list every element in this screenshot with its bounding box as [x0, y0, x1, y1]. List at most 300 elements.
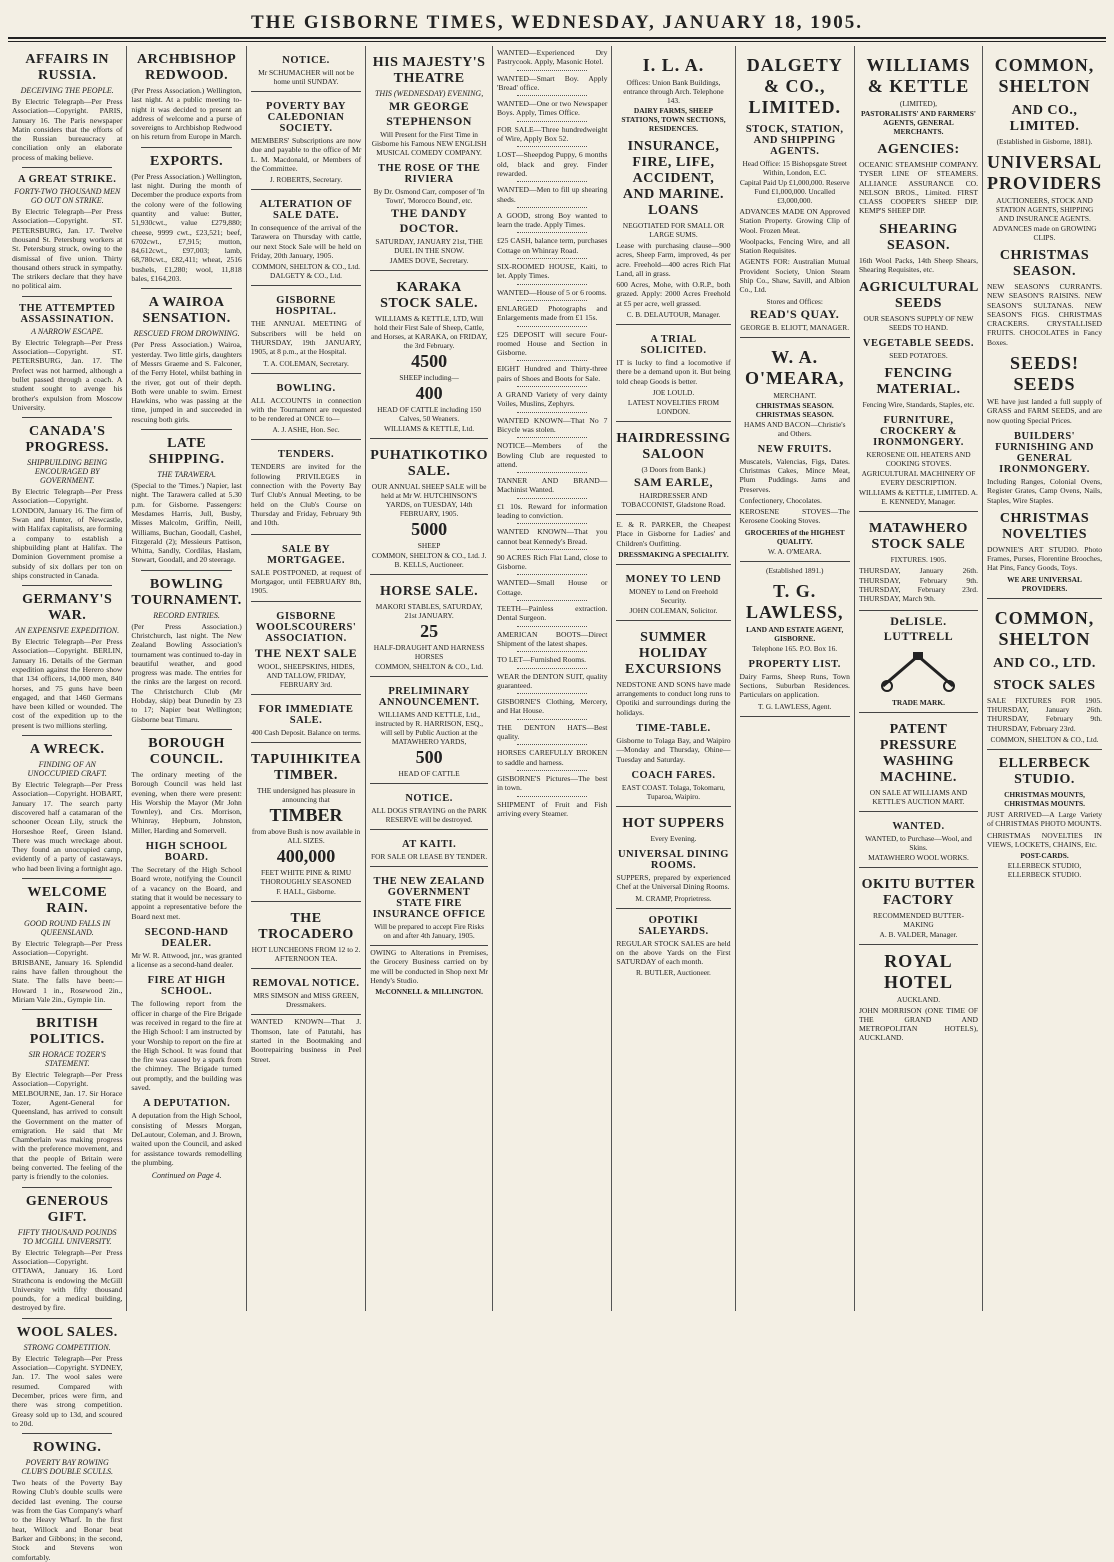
ad-text: Fencing Wire, Standards, Staples, etc.	[862, 400, 975, 410]
ad-heading: A TRIAL SOLICITED.	[640, 334, 707, 357]
classified-ad: WANTED—House of 5 or 6 rooms.	[496, 287, 607, 297]
ad-heading: BOWLING.	[276, 382, 336, 394]
ad-heading: WILLIAMS & KETTLE	[866, 55, 971, 96]
ad-heading: FENCING MATERIAL.	[876, 366, 961, 398]
divider	[517, 651, 587, 652]
advert	[616, 565, 730, 621]
trade-mark-emblem	[859, 648, 978, 694]
advert	[616, 807, 730, 909]
divider	[517, 600, 587, 601]
ad-heading: POVERTY BAY CALEDONIAN SOCIETY.	[266, 101, 346, 134]
advert	[370, 271, 488, 439]
divider	[517, 386, 587, 387]
divider	[517, 121, 587, 122]
ad-text: MEMBERS' Subscriptions are now due and payable to the office of Mr L. M. Macdonald, or Members of the Committee.	[250, 136, 362, 173]
subhead: FIFTY THOUSAND POUNDS TO MCGILL UNIVERSITY.	[17, 1227, 117, 1246]
ad-signature: JAMES DOVE, Secretary.	[389, 256, 469, 265]
classified-ad: ENLARGED Photographs and Enlargements made from £1 15s.	[496, 303, 608, 323]
ad-heading: PRELIMINARY ANNOUNCEMENT.	[378, 686, 480, 708]
advert	[370, 677, 488, 784]
ad-text: NEDSTONE AND SONS have made arrangements to conduct long runs to Opotiki and surroundings during the holidays.	[616, 679, 731, 717]
ad-text: SALE FIXTURES FOR 1905. THURSDAY, January 26th. THURSDAY, February 9th. THURSDAY, February 23rd.	[987, 695, 1103, 733]
ad-display-line: MR GEORGE STEPHENSON	[386, 99, 472, 128]
ad-heading: HIS MAJESTY'S THEATRE	[372, 55, 486, 86]
ad-text: Gisborne to Tolaga Bay, and Waipiro—Monday and Thursday, Ohine—Tuesday and Saturday.	[616, 736, 731, 764]
ad-signature: R. BUTLER, Auctioneer.	[635, 968, 711, 978]
divider	[141, 429, 231, 430]
ad-heading: INSURANCE, FIRE, LIFE, ACCIDENT, AND MARINE. LOANS	[622, 139, 725, 218]
divider	[22, 585, 112, 586]
divider	[141, 729, 231, 730]
ad-text: SHEEP including—	[399, 373, 459, 382]
advert	[616, 515, 730, 565]
ad-subhead: THE ROSE OF THE RIVIERA	[377, 163, 481, 185]
advert	[370, 867, 488, 946]
ad-heading: W. A. O'MEARA,	[744, 346, 845, 388]
ad-text: THE ANNUAL MEETING of Subscribers will be held on THURSDAY, 19th JANUARY, 1905, at 8 p.m., at the Hospital.	[250, 319, 362, 357]
divider	[517, 437, 587, 438]
headline: LATE SHIPPING.	[148, 436, 225, 468]
ad-text: OCEANIC STEAMSHIP COMPANY. TYSER LINE OF STEAMERS. ALLIANCE ASSURANCE CO. NELSON BROS., Limited. FIRST CLASS COOPER'S SHEEP DIP. KEMP'S SHEEP DIP.	[858, 160, 979, 216]
column-4	[366, 46, 493, 1311]
ad-heading: KARAKA STOCK SALE.	[380, 280, 479, 311]
advert	[251, 374, 361, 441]
ad-text: CHRISTMAS SEASON. CHRISTMAS SEASON.	[755, 400, 834, 419]
column-3	[247, 46, 366, 1311]
ad-text: KEROSENE OIL HEATERS AND COOKING STOVES.	[866, 450, 971, 469]
article-text: A deputation from the High School, consisting of Messrs Morgan, DeLautour, Coleman, and J. Brown, waited upon the Council, and asked for assistance towards remodelling the plumbing.	[131, 1111, 242, 1167]
ad-text: LATEST NOVELTIES FROM LONDON.	[627, 397, 720, 416]
advert	[740, 46, 850, 338]
ad-text: JOHN MORRISON (ONE TIME OF THE GRAND AND METROPOLITAN HOTELS), AUCKLAND.	[858, 1005, 979, 1043]
divider	[517, 181, 587, 182]
subhead: THE TARAWERA.	[157, 470, 216, 480]
ad-subhead: (LIMITED),	[899, 99, 938, 108]
ad-signature: COMMON, SHELTON & CO., Ltd.	[375, 662, 484, 671]
ad-subhead: FURNITURE, CROCKERY & IRONMONGERY.	[873, 415, 964, 449]
ad-heading: MONEY TO LEND	[625, 573, 722, 585]
advert	[370, 830, 488, 867]
ad-text: LAND AND ESTATE AGENT, GISBORNE.	[746, 624, 844, 643]
subhead: A NARROW ESCAPE.	[31, 326, 104, 336]
column-9	[983, 46, 1106, 1311]
ad-text: CHRISTMAS NOVELTIES IN VIEWS, LOCKETS, CHAINS, Etc.	[987, 830, 1103, 849]
advert	[859, 713, 978, 812]
ad-text: HOT LUNCHEONS FROM 12 to 2. AFTERNOON TEA.	[251, 945, 361, 964]
advert	[740, 338, 850, 562]
article-text: (Per Press Association.) Wellington, last night. During the month of December the produce exports from the colony were of the following quantity and value: Butter, 51,930cwt., value £279,880; cheese, 9999 cwt., £23,521; beef, 6702cwt., £7,915; mutton, 84,612cwt., £97,003; lamb, 68,780cwt., £82,411; wheat, 2516 bushels, £1,280; wool, 11,818 bales, £164,203.	[131, 171, 242, 284]
headline: AFFAIRS IN RUSSIA.	[25, 52, 110, 83]
advert	[370, 575, 488, 677]
ad-heading: T. G. LAWLESS,	[745, 580, 844, 622]
article-text: By Electric Telegraph—Per Press Association—Copyright. PARIS, January 16. The Paris newspaper Matin considers that the efforts of the Russian bureaucracy at conciliation only an elaborate process of making believe.	[12, 97, 123, 162]
ad-text: ADVANCES made on GROWING CLIPS.	[992, 224, 1097, 242]
ad-subhead: TIME-TABLE.	[636, 723, 711, 735]
ad-display-line: 4500	[411, 351, 448, 371]
classified-ad: FOR SALE—Three hundredweight of Wire, Apply Box 52.	[496, 124, 608, 144]
advert	[616, 621, 730, 807]
advert	[251, 602, 361, 695]
article-text: By Electric Telegraph—Per Press Association—Copyright. ST. PETERSBURG, Jan. 17. The Prefect was not harmed, although a bullet passed through a coach. A student sought to avenge his brother's expulsion from Moscow University.	[12, 337, 123, 412]
classified-ad: WANTED—One or two Newspaper Boys. Apply, Times Office.	[496, 99, 608, 118]
ad-text: THE undersigned has pleasure in announcing that	[256, 786, 356, 805]
ad-text: 600 Acres, Mohe, with O.R.P., both grazed. Apply: 2000 Acres Freehold at £5 per acre, well grassed.	[616, 280, 731, 308]
subhead: SHIPBUILDING BEING ENCOURAGED BY GOVERNMENT.	[27, 458, 108, 486]
ad-text: Muscatels, Valencias, Figs, Dates. Christmas Cakes, Mince Meat, Plum Puddings. Jams and Preserves.	[739, 456, 850, 494]
classified-ad: GISBORNE'S Clothing, Mercery, and Hat House.	[496, 697, 608, 716]
ad-text: Lease with purchasing clause—900 acres, Sheep Farm, improved, 4s per acre. Freehold—400 acres Rich Flat Land, all in grass.	[616, 241, 731, 278]
ad-heading: NOTICE.	[282, 55, 330, 66]
divider	[141, 147, 231, 148]
ad-display-line: THE NEXT SALE	[254, 646, 358, 661]
ad-heading: ELLERBECK STUDIO.	[998, 755, 1091, 787]
ad-text: AUCTIONEERS, STOCK AND STATION AGENTS, SHIPPING AND INSURANCE AGENTS.	[995, 196, 1094, 223]
column-6	[612, 46, 735, 1311]
ad-text: Capital Paid Up £1,000,000. Reserve Fund £1,000,000. Uncalled £3,000,000.	[739, 178, 850, 205]
ad-heading: DALGETY & CO., LIMITED.	[746, 55, 843, 117]
divider	[517, 95, 587, 96]
ad-subhead: (Established 1891.)	[765, 565, 824, 575]
divider	[517, 207, 587, 208]
classified-ad: THE DENTON HATS—Best quality.	[496, 722, 608, 742]
headline: BOROUGH COUNCIL.	[148, 735, 225, 767]
article-text: By Electric Telegraph—Per Press Association—Copyright. SYDNEY, Jan. 17. The wool sales were resumed. Compared with December, prices were firm, and there was strong competition. Greasy sold up to 13d, and scoured to 20d.	[12, 1353, 123, 1428]
divider	[22, 1009, 112, 1010]
ad-text: WANTED KNOWN—That J. Thomson, late of Patutahi, has started in the Bootmaking and Bootrepairing business in Peel Street.	[250, 1017, 362, 1064]
classified-ad: NOTICE—Members of the Bowling Club are requested to attend.	[496, 441, 608, 469]
ad-signature: F. HALL, Gisborne.	[276, 887, 336, 897]
ad-signature: WILLIAMS & KETTLE, Ltd.	[384, 424, 475, 433]
article-text: (Per Press Association.) Wairoa, yesterday. Two little girls, daughters of Messrs Graeme and S. Falconer, of the Ferry Hotel, whilst bathing in the river, got out of their depth. Both were unable to swim. Ernest Hawkins, who was passing at the time, jumped in and succeeded in rescuing both girls.	[131, 340, 242, 424]
ad-heading: UNIVERSAL PROVIDERS	[987, 152, 1103, 193]
advert	[859, 512, 978, 610]
article-text: By Electric Telegraph—Per Press Association—Copyright. OTTAWA, January 16. Lord Strathcona is endowing the McGill University with fifty thousand pounds, for a medical building, destroyed by fire.	[12, 1247, 123, 1313]
ad-text: EAST COAST. Tolaga, Tokomaru, Tuparoa, Waipiro.	[621, 782, 726, 801]
column-2	[127, 46, 246, 1311]
ad-text: Every Evening.	[650, 833, 697, 843]
ad-text: Mr SCHUMACHER will not be home until SUNDAY.	[258, 68, 354, 86]
ad-text: In consequence of the arrival of the Tarawera on Thursday with cattle, our next Stock Sale will be held on Friday, 20th January, 1905.	[250, 223, 362, 261]
ad-text: Dairy Farms, Sheep Runs, Town Sections, Suburban Residences. Particulars on application.	[739, 671, 850, 700]
ad-heading: THE TROCADERO	[258, 911, 354, 943]
ad-heading: TAPUIHIKITEA TIMBER.	[251, 752, 361, 784]
ad-text: ALL DOGS STRAYING on the PARK RESERVE will be destroyed.	[371, 806, 487, 824]
classified-ad: WEAR the DENTON SUIT, quality guaranteed.	[496, 671, 608, 690]
headline: EXPORTS.	[150, 153, 224, 169]
advert	[251, 92, 361, 190]
divider	[517, 412, 587, 413]
ad-heading: COMMON, SHELTON	[994, 55, 1095, 96]
article-text: (Per Press Association.) Christchurch, last night. The New Zealand Bowling Association's tournament was continued to-day in beautiful weather, and good progress was made. The entries for the rinks are the largest on record. The Christchurch Club (Mr Hobday, skip) beat Dunedin by 23 to 17; Napier beat Wellington; Gisborne beat Timaru.	[131, 621, 242, 724]
ad-heading: TENDERS.	[277, 449, 335, 461]
ad-text: AGENTS FOR: Australian Mutual Provident Society, Union Steam Ship Co., Shaw, Savill, and Albion Co., Ltd.	[739, 257, 850, 295]
advert	[251, 440, 361, 534]
article-text: By Electric Telegraph—Per Press Association—Copyright. LONDON, January 16. The firm of Swan and Hunter, of Newcastle, with Halifax capitalists, are forming a company to establish a shipbuilding plant at Halifax. The Dominion Government promise a subsidy of six dollars per ton on ships constructed in Canada.	[12, 487, 123, 580]
ad-heading: OPOTIKI SALEYARDS.	[638, 914, 709, 937]
column-7	[736, 46, 855, 1311]
ad-text: 16th Wool Packs, 14th Sheep Shears, Shearing Requisites, etc.	[858, 255, 979, 275]
ad-text: JUST ARRIVED—A Large Variety of CHRISTMAS PHOTO MOUNTS.	[987, 809, 1103, 829]
ad-signature: M. CRAMP, Proprietress.	[635, 893, 712, 903]
ad-subhead: MERCHANT.	[773, 390, 817, 400]
advert	[859, 812, 978, 868]
subhead: AN EXPENSIVE EXPEDITION.	[15, 626, 120, 636]
article-text: Mr W. R. Attwood, jnr., was granted a license as a second-hand dealer.	[131, 950, 242, 970]
ad-text: TENDERS are invited for the following PRIVILEGES in connection with the Poverty Bay Turf Club's Annual Meeting, to be held on the Club's Course on Thursday and Friday, February 9th and 10th.	[250, 462, 362, 528]
ad-text: ADVANCES MADE ON Approved Station Property. Growing Clip of Wool. Frozen Meat.	[739, 207, 850, 235]
ad-signature: T. A. COLEMAN, Secretary.	[263, 358, 349, 368]
ad-text: FEET WHITE PINE & RIMU THOROUGHLY SEASONED	[260, 868, 352, 887]
ad-text: MONEY to Lend on Freehold Security.	[629, 586, 718, 605]
advert	[251, 46, 361, 92]
ad-heading: AND CO., LTD.	[993, 655, 1096, 671]
ad-heading: HAIRDRESSING SALOON	[616, 430, 731, 462]
divider	[141, 570, 231, 571]
ad-text: CHRISTMAS MOUNTS, CHRISTMAS MOUNTS.	[1004, 789, 1085, 808]
classified-ad: HORSES CAREFULLY BROKEN to saddle and harness.	[496, 748, 608, 767]
advert	[370, 439, 488, 575]
subhead: POVERTY BAY ROWING CLUB'S DOUBLE SCULLS.	[21, 1458, 114, 1477]
subhead: HIGH SCHOOL BOARD.	[145, 841, 228, 864]
classified-ad: GISBORNE'S Pictures—The best in town.	[496, 773, 608, 793]
ad-signature: ELLERBECK STUDIO, ELLERBECK STUDIO.	[1007, 861, 1082, 880]
continued-note: Continued on Page 4.	[151, 1171, 222, 1181]
ad-text: Woolpacks, Fencing Wire, and all Station Requisites.	[739, 236, 850, 256]
ad-text: HAIRDRESSER AND TOBACCONIST, Gladstone Road.	[621, 490, 726, 509]
ad-display-line: 400	[415, 383, 443, 403]
ad-text: GROCERIES of the HIGHEST QUALITY.	[744, 527, 845, 546]
article-text: The following report from the officer in charge of the Fire Brigade was received in regard to the fire at the High School: I am instructed by your Worship to report on the fire at the High School. It was found that the fire was caused by a spark from the chimney. The Brigade turned out promptly, and the building was saved.	[131, 999, 242, 1093]
divider	[517, 574, 587, 575]
ad-subhead: BUILDERS' FURNISHING AND GENERAL IRONMONGERY.	[995, 430, 1094, 475]
classified-ad: WANTED—Experienced Dry Pastrycook. Apply, Masonic Hotel.	[496, 48, 608, 67]
classified-ad: WANTED—Smart Boy. Apply 'Bread' office.	[496, 73, 608, 92]
ad-text: Including Ranges, Colonial Ovens, Register Grates, Camp Ovens, Nails, Staples, Wire Staples.	[987, 476, 1103, 505]
divider	[517, 300, 587, 301]
ad-text: Telephone 165. P.O. Box 16.	[752, 643, 838, 653]
ad-heading: PUHATIKOTIKO SALE.	[370, 448, 488, 479]
ad-text: HEAD OF CATTLE	[398, 769, 460, 778]
divider	[517, 668, 587, 669]
divider	[517, 523, 587, 524]
ad-heading: STOCK SALES	[993, 677, 1096, 693]
divider	[517, 498, 587, 499]
ad-subhead: NEW FRUITS.	[757, 443, 832, 455]
ad-text: Will be prepared to accept Fire Risks on and after 4th January, 1905.	[374, 922, 484, 940]
classified-ad: £1 10s. Reward for information leading to conviction.	[496, 501, 608, 520]
divider	[517, 326, 587, 327]
ad-signature: MATAWHERO WOOL WORKS.	[868, 852, 969, 862]
advert	[859, 46, 978, 512]
headline: A WAIROA SENSATION.	[142, 295, 231, 327]
ad-display-line: THE DANDY DOCTOR.	[391, 206, 468, 235]
classified-ad: AMERICAN BOOTS—Direct Shipment of the latest shapes.	[496, 629, 608, 648]
classified-ad: 90 ACRES Rich Flat Land, close to Gisborne.	[496, 552, 608, 572]
classified-ad: EIGHT Hundred and Thirty-three pairs of Shoes and Boots for Sale.	[496, 364, 608, 383]
classified-ad: SIX-ROOMED HOUSE, Kaiti, to let. Apply Times.	[496, 262, 608, 281]
column-8	[855, 46, 983, 1311]
advert	[859, 868, 978, 945]
classified-ad: TO LET—Furnished Rooms.	[496, 655, 587, 665]
ad-heading: SALE BY MORTGAGEE.	[267, 543, 345, 566]
ad-heading: GISBORNE HOSPITAL.	[275, 295, 337, 318]
article-text: By Electric Telegraph—Per Press Association—Copyright. HOBART, January 17. The search party discovered half a catamaran of the schooner Ocean Lily, struck the Horseshoe Reef, Green Island. There was much wreckage about. They found an unoccupied camp, evidently of a party of castaways, who had been living a fortnight ago.	[12, 780, 123, 873]
ad-text: 400 Cash Deposit. Balance on terms.	[251, 728, 361, 738]
ad-text: IT is lucky to find a locomotive if there be a demand upon it. But being told cheap Goods is better.	[616, 358, 731, 386]
ad-signature: W. A. O'MEARA.	[767, 546, 822, 556]
ad-text: WILLIAMS AND KETTLE, Ltd., instructed by R. HARRISON, ESQ., will sell by Public Auction at the MATAWHERO YARDS,	[375, 710, 484, 746]
ad-text: (3 Doors from Bank.)	[641, 464, 706, 474]
ad-signature: A. J. ASHE, Hon. Sec.	[272, 425, 340, 435]
divider	[517, 549, 587, 550]
column-1	[8, 46, 127, 1562]
divider	[517, 360, 587, 361]
ad-text: Will Present for the First Time in Gisborne his Famous NEW ENGLISH MUSICAL COMEDY COMPANY.	[371, 130, 487, 157]
ad-heading: AGRICULTURAL SEEDS	[858, 280, 979, 312]
headline: A WRECK.	[29, 742, 105, 758]
ad-heading: I. L. A.	[642, 55, 705, 75]
ad-text: SATURDAY, JANUARY 21st, THE DUEL IN THE SNOW.	[375, 237, 483, 255]
ad-text: E. & R. PARKER, the Cheapest Place in Gisborne for Ladies' and Children's Outfitting.	[616, 519, 731, 548]
ad-text: THURSDAY, January 26th. THURSDAY, February 9th. THURSDAY, February 23rd. THURSDAY, March 9th.	[858, 566, 979, 604]
subhead: A DEPUTATION.	[143, 1098, 231, 1110]
ad-subhead: AUCKLAND.	[896, 994, 941, 1004]
subhead: SECOND-HAND DEALER.	[144, 926, 229, 949]
divider	[22, 417, 112, 418]
ad-signature: WILLIAMS & KETTLE, LIMITED. A. E. KENNEDY, Manager.	[859, 488, 978, 507]
ad-display-line: TIMBER	[269, 805, 343, 826]
advert	[251, 969, 361, 1015]
article-text: Two heats of the Poverty Bay Rowing Club's double sculls were decided last evening. The course was from the Gas Company's wharf to the Heavy Wharf. In the first heat, Willock and Bonar beat Barker and Gibbons; in the second, Stock and Stevens won comfortably.	[12, 1478, 123, 1562]
ad-subhead: COACH FARES.	[631, 769, 716, 781]
ad-text: DRESSMAKING A SPECIALITY.	[618, 549, 729, 559]
ad-text: WE ARE UNIVERSAL PROVIDERS.	[1007, 574, 1082, 593]
divider	[22, 878, 112, 879]
ad-heading: AND CO., LIMITED.	[1009, 103, 1080, 134]
ad-text: HEAD OF CATTLE including 150 Calves, 50 Weaners.	[377, 405, 482, 423]
divider	[517, 232, 587, 233]
headline: WOOL SALES.	[16, 1324, 118, 1340]
ad-heading: GISBORNE WOOLSCOURERS' ASSOCIATION.	[255, 611, 357, 645]
subhead: GOOD ROUND FALLS IN QUEENSLAND.	[24, 919, 111, 938]
article-text: By Electric Telegraph—Per Press Association—Copyright. BRISBANE, January 16. Splendid rains have fallen throughout the State. The falls have been:— Howard 1 in., Rosewood 2in., Miriam Vale 2in., Gympie 1in.	[12, 939, 123, 1004]
headline: GENEROUS GIFT.	[25, 1193, 109, 1225]
headline: ARCHBISHOP REDWOOD.	[137, 52, 237, 83]
ad-display-line: SAM EARLE,	[633, 474, 713, 489]
divider	[22, 1187, 112, 1188]
advert	[251, 902, 361, 969]
classified-ad: TEETH—Painless extraction. Dental Surgeon.	[496, 604, 608, 623]
ad-subhead: PROPERTY LIST.	[748, 658, 841, 670]
headline: GERMANY'S WAR.	[22, 592, 113, 624]
ad-signature: COMMON, SHELTON & CO., Ltd.	[990, 734, 1099, 744]
ad-display-line: 500	[415, 747, 443, 767]
ad-heading: REMOVAL NOTICE.	[252, 978, 360, 990]
divider	[517, 146, 587, 147]
classified-ad: SHIPMENT of Fruit and Fish arriving every Steamer.	[496, 799, 608, 818]
ad-text: FOR SALE OR LEASE BY TENDER.	[370, 852, 488, 861]
ad-text: MRS SIMSON and MISS GREEN, Dressmakers.	[253, 991, 359, 1010]
ad-signature: McCONNELL & MILLINGTON.	[375, 987, 483, 997]
ad-text: OWING to Alterations in Premises, the Grocery Business carried on by me will be conducted in Shop next Mr Hendy's Studio.	[370, 948, 488, 985]
ad-text: ALL ACCOUNTS in connection with the Tournament are requested to be rendered at ONCE to—	[250, 395, 362, 424]
ad-display-line: DeLISLE. LUTTRELL	[883, 613, 954, 643]
ad-display-line: 25	[420, 621, 439, 641]
headline: ROWING.	[32, 1440, 102, 1456]
column-5	[493, 46, 612, 1311]
ad-subhead: STOCK, STATION, AND SHIPPING AGENTS.	[745, 124, 844, 157]
ad-display-line: 5000	[411, 519, 448, 539]
advert	[616, 422, 730, 515]
ad-subhead: Offices: Union Bank Buildings, entrance through Arch. Telephone 143.	[623, 78, 724, 105]
ad-signature: J. ROBERTS, Secretary.	[269, 175, 343, 185]
classified-ad: WANTED—Small House or Cottage.	[496, 578, 608, 597]
divider	[517, 693, 587, 694]
advert	[251, 535, 361, 603]
ad-heading: WANTED.	[892, 820, 945, 832]
headline: WELCOME RAIN.	[27, 885, 108, 917]
ad-text: By Dr. Osmond Carr, composer of 'In Town', 'Morocco Bound', etc.	[373, 187, 485, 205]
subhead: STRONG COMPETITION.	[23, 1342, 111, 1352]
ad-heading: FOR IMMEDIATE SALE.	[258, 704, 354, 727]
ad-subhead: (Established in Gisborne, 1881).	[996, 137, 1093, 146]
ad-text: PASTORALISTS' AND FARMERS' AGENTS, GENERAL MERCHANTS.	[860, 109, 976, 136]
ad-signature: COMMON, SHELTON & CO., Ltd. J. B. KELLS, Auctioneer.	[371, 551, 487, 569]
subhead: FINDING OF AN UNOCCUPIED CRAFT.	[27, 760, 107, 779]
advert	[987, 599, 1102, 750]
masthead-rule	[8, 41, 1106, 42]
ad-text: WOOL, SHEEPSKINS, HIDES, AND TALLOW, FRIDAY, FEBRUARY 3rd.	[257, 662, 355, 690]
subhead: FORTY-TWO THOUSAND MEN GO OUT ON STRIKE.	[14, 187, 121, 206]
classified-ad: A GRAND Variety of very dainty Voiles, Muslins, Zephyrs.	[496, 390, 608, 409]
article-text: By Electric Telegraph—Per Press Association—Copyright. ST. PETERSBURG, Jan. 17. Twelve thousand St. Petersburg workers at St. Petersburg struck, owing to the dismissal of five union. Thirty thousand others struck in sympathy. The strikers declare that they have no political aim.	[12, 207, 123, 291]
ad-text: DOWNIE'S ART STUDIO. Photo Frames, Purses, Florentine Brooches, Hat Pins, Fancy Goods, Toys.	[987, 544, 1103, 573]
article-text: By Electric Telegraph—Per Press Association—Copyright. BERLIN, January 16. Details of the German expedition against the Herero show that 134 officers, 14,000 men, 840 horses, and 75 guns have been engaged, and that 1460 Germans have been killed or wounded. The cost of the expedition up to the present is two millions sterling.	[12, 637, 123, 730]
ad-text: REGULAR STOCK SALES are held on the above Yards on the First SATURDAY of each month.	[616, 938, 731, 967]
ad-text: WANTED, to Purchase—Wool, and Skins.	[865, 833, 972, 852]
headline: BOWLING TOURNAMENT.	[131, 576, 242, 608]
ad-heading: AT KAITI.	[401, 839, 457, 850]
advert	[859, 611, 978, 713]
advert	[251, 743, 361, 902]
headline: A GREAT STRIKE.	[17, 174, 117, 186]
ad-heading: NOTICE.	[405, 793, 453, 804]
divider	[141, 288, 231, 289]
ad-heading: MATAWHERO STOCK SALE	[869, 521, 968, 553]
ad-text: Confectionery, Chocolates.	[739, 495, 822, 505]
ad-text: from above Bush is now available in ALL SIZES.	[251, 827, 361, 846]
ad-text: OUR ANNUAL SHEEP SALE will be held at Mr W. HUTCHINSON'S YARDS, on TUESDAY, 14th FEBRUARY, 1905.	[371, 482, 487, 518]
ad-signature: JOHN COLEMAN, Solicitor.	[629, 605, 718, 615]
ad-subhead: THIS (WEDNESDAY) EVENING,	[374, 89, 484, 98]
subhead: RESCUED FROM DROWNING.	[133, 329, 240, 339]
divider	[22, 296, 112, 297]
ad-text: SUPPERS, prepared by experienced Chef at the Universal Dining Rooms.	[616, 872, 731, 892]
article-text: (Special to the 'Times.') Napier, last night. The Tarawera called at 5.30 p.m. for Gisborne. Passengers: Mesdames Harris, Jull, Busby, Misses Malcolm, Griffin, Neill, Williams, Buchan, Goodall, Cashel, Fitzgerald (2); Messieurs Pattison, Whitta, Sandly, Cordilas, Haslam, Stewart, Goodall, and 20 steerage.	[131, 481, 242, 565]
subhead: RECORD ENTRIES.	[153, 610, 220, 620]
classified-ad: A GOOD, strong Boy wanted to learn the trade. Apply Times.	[496, 210, 608, 230]
subhead: DECEIVING THE PEOPLE.	[20, 86, 114, 95]
ad-text: POST-CARDS.	[1020, 851, 1069, 861]
divider	[22, 167, 112, 168]
ad-heading: CHRISTMAS NOVELTIES	[999, 510, 1090, 542]
ad-heading: ALTERATION OF SALE DATE.	[259, 199, 353, 222]
ad-text: NEW SEASON'S CURRANTS. NEW SEASON'S RAISINS. NEW SEASON'S SULTANAS. NEW SEASON'S FIGS. CHRISTMAS CRACKERS. CRYSTALLISED FRUITS. CHOCOLATES in Fancy Boxes.	[987, 282, 1103, 347]
article-text: By Electric Telegraph—Per Press Association—Copyright. MELBOURNE, Jan. 17. Sir Horace Tozer, Agent-General for Queensland, has arrived to consult the Government on the matter of emigration. He said that Mr Chamberlain was making progress with the preference movement, and that the people of Britain were being converted. The feeling of the party is friendly to the colonies.	[12, 1070, 123, 1182]
columns	[8, 46, 1106, 1562]
article-text: The Secretary of the High School Board wrote, notifying the Council of a vacancy on the Board, and stating that it would be necessary to appoint a representative before the Board next met.	[131, 865, 242, 921]
ad-text: OUR SEASON'S SUPPLY OF NEW SEEDS TO HAND.	[863, 314, 974, 333]
